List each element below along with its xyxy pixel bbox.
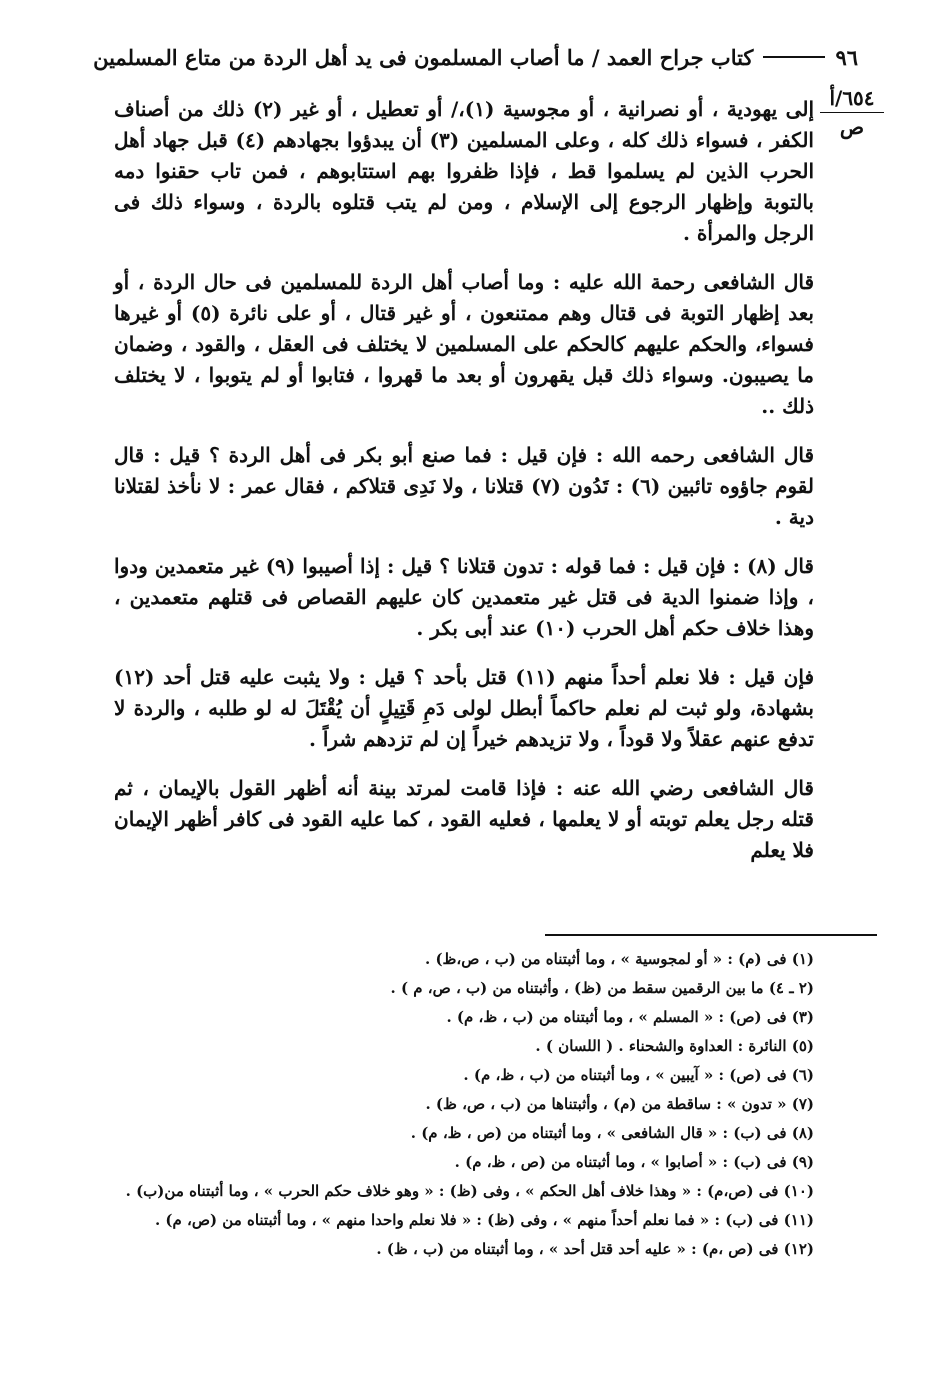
paragraph <box>114 773 814 866</box>
paragraph-lead: قال الشافعى <box>702 776 814 800</box>
footnote: (١٢) فى (ص ،م) : « عليه أحد قتل أحد » ، وما أثبتناه من (ب ، ظ) . <box>376 1240 814 1258</box>
paragraph-text: رحمة الله عليه : وما أصاب أهل الردة للمسلمين فى حال الردة ، أو بعد إظهار التوبة فى قتال وهم ممتنعون ، أو غير قتال ، أو على نائرة (٥) أو غيرها فسواء، والحكم عليهم كالحكم على المسلمين لا يختلف فى العقل ، والقود ، وضمان ما يصيبون. وسواء ذلك قبل يقهرون أو بعد ما قهروا ، فتابوا أو لم يتوبوا ، لا يختلف ذلك .. <box>114 270 814 418</box>
paragraph-lead: قال الشافعى <box>703 270 815 294</box>
running-header <box>68 40 858 74</box>
footnote: (١٠) فى (ص،م) : « وهذا خلاف أهل الحكم » ، وفى (ظ) : « وهو خلاف حكم الحرب » ، وما أثبتناه من(ب) . <box>125 1182 814 1200</box>
footnote: (١) فى (م) : « أو لمجوسية » ، وما أثبتناه من (ب ، ص،ظ) . <box>425 950 814 968</box>
paragraph-text: إلى يهودية ، أو نصرانية ، أو مجوسية (١)،/ أو تعطيل ، أو غير (٢) ذلك من أصناف الكفر ، فسواء ذلك كله ، وعلى المسلمين (٣) أن يبدؤوا بجهادهم (٤) قبل جهاد أهل الحرب الذين لم يسلموا قط ، فإذا ظفروا بهم استتابوهم ، فمن تاب حقنوا دمه بالتوبة وإظهار الرجوع إلى الإسلام ، ومن لم يتب قتلوه بالردة ، وسواء ذلك فى الرجل والمرأة . <box>114 97 814 245</box>
footnote: (٨) فى (ب) : « قال الشافعى » ، وما أثبتناه من (ص ، ظ، م) . <box>410 1124 814 1142</box>
footnote: (٥) النائرة : العداوة والشحناء . ( اللسان ) . <box>535 1037 814 1055</box>
paragraph-text: رحمه الله : فإن قيل : فما صنع أبو بكر فى أهل الردة ؟ قيل : قال لقوم جاؤوه تائبين (٦) : تَدُون (٧) قتلانا ، ولا نَدِى قتلاكم ، فقال عمر : لا نأخذ لقتلانا دية . <box>114 443 815 529</box>
paragraph-text: رضي الله عنه : فإذا قامت لمرتد بينة أنه أظهر القول بالإيمان ، ثم قتله رجل يعلم توبته أو لا يعلمها ، فعليه القود ، كما عليه القود فى كافر أظهر الإيمان فلا يعلم <box>114 776 814 862</box>
paragraph-lead: قال <box>783 554 814 578</box>
paragraph-lead: قال الشافعى <box>703 443 815 467</box>
paragraph <box>114 94 814 249</box>
paragraph <box>114 440 814 533</box>
manuscript-folio-note <box>820 86 884 139</box>
paragraph <box>114 267 814 422</box>
paragraph-text: (٨) : فإن قيل : فما قوله : تدون قتلانا ؟ قيل : إذا أصيبوا (٩) غير متعمدين ودوا ، وإذا ضمنوا الدية فى قتل غير متعمدين كان عليهم القصاص فى قتلهم متعمدين ، وهذا خلاف حكم أهل الحرب (١٠) عند أبى بكر . <box>114 554 814 640</box>
footnote: (٩) فى (ب) : « أصابوا » ، وما أثبتناه من (ص ، ظ، م) . <box>454 1153 814 1171</box>
footnote: (٧) « تدون » : ساقطة من (م) ، وأثبتناها من (ب ، ص، ظ) . <box>425 1095 814 1113</box>
header-rule <box>763 56 825 58</box>
footnote: (٢ ـ ٤) ما بين الرقمين سقط من (ظ) ، وأثبتناه من (ب ، ص، م ) . <box>390 979 814 997</box>
paragraph-text: فإن قيل : فلا نعلم أحداً منهم (١١) قتل بأحد ؟ قيل : ولا يثبت عليه قتل أحد (١٢) بشهادة، ولو ثبت لم نعلم حاكماً أبطل لولى دَمِ قَتِيلٍ أن يُقْتَلَ له لو طلبه ، والردة لا تدفع عنهم عقلاً ولا قوداً ، ولا تزيدهم خيراً إن لم تزدهم شراً . <box>114 665 815 751</box>
page-number: ٩٦ <box>835 44 858 70</box>
folio-reference: ٦٥٤/أ <box>820 86 884 113</box>
footnote: (٦) فى (ص) : « آيبين » ، وما أثبتناه من (ب ، ظ، م) . <box>463 1066 814 1084</box>
paragraph <box>114 662 814 755</box>
running-title: كتاب جراح العمد / ما أصاب المسلمون فى يد أهل الردة من متاع المسلمين <box>93 44 754 70</box>
paragraph <box>114 551 814 644</box>
footnote: (٣) فى (ص) : « المسلم » ، وما أثبتناه من (ب ، ظ، م) . <box>446 1008 814 1026</box>
footnotes <box>94 945 814 1264</box>
manuscript-letter: ص <box>839 115 865 139</box>
main-text <box>114 94 814 884</box>
footnote: (١١) فى (ب) : « فما نعلم أحداً منهم » ، وفى (ظ) : « فلا نعلم واحدا منهم » ، وما أثبتناه من (ص، م) . <box>154 1211 814 1229</box>
footnote-separator <box>545 934 877 936</box>
